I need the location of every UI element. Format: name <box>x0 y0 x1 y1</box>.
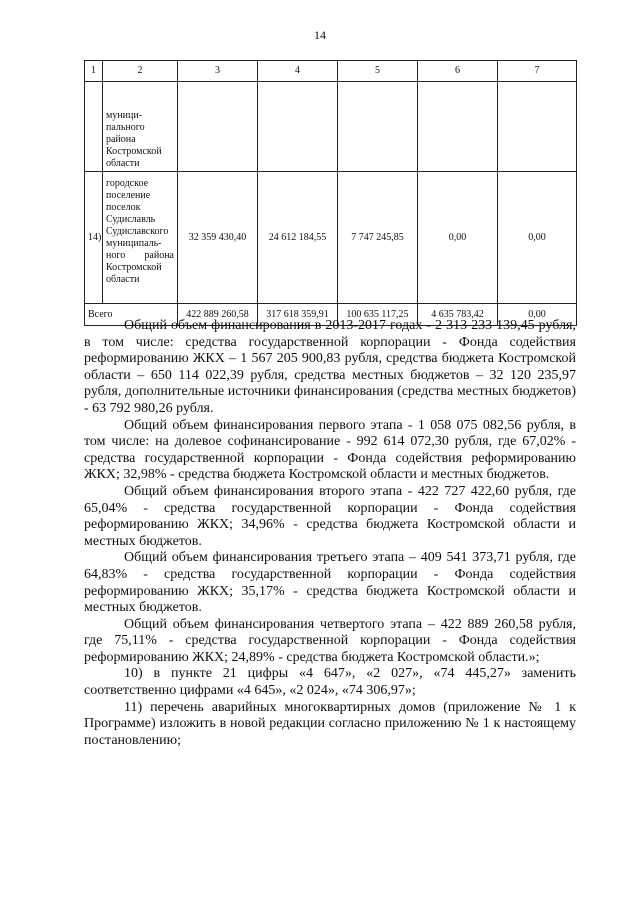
value-cell <box>258 82 338 172</box>
name-line: поселение <box>106 190 151 201</box>
name-line: Судиславль <box>106 214 156 225</box>
name-line: области <box>106 158 140 169</box>
name-line: Судиславского <box>106 226 169 237</box>
value-cell: 24 612 184,55 <box>258 172 338 304</box>
paragraph-stage-2: Общий объем финансирования второго этапа - 422 727 422,60 рубля, где 65,04% - средства государственной корпорации - Фонда содействия реформированию ЖКХ; 34,96% - средства бюджета Костромской области и местных бюджетов. <box>84 483 576 549</box>
name-line: муниципаль- <box>106 238 162 249</box>
total-value-cell: 4 635 783,42 <box>418 304 498 326</box>
name-line: муници- <box>106 110 143 121</box>
table-header-row <box>85 61 577 82</box>
name-line: области <box>106 274 140 285</box>
municipality-name-cell <box>103 172 178 304</box>
value-cell: 7 747 245,85 <box>338 172 418 304</box>
column-header: 5 <box>338 61 418 82</box>
row-index-cell: 14) <box>85 172 103 304</box>
value-cell: 0,00 <box>498 172 577 304</box>
name-line: ного района <box>106 250 174 261</box>
total-value-cell: 100 635 117,25 <box>338 304 418 326</box>
name-line: пального <box>106 122 145 133</box>
value-cell: 0,00 <box>418 172 498 304</box>
value-cell <box>418 82 498 172</box>
page-number: 14 <box>314 28 326 42</box>
total-value-cell: 317 618 359,91 <box>258 304 338 326</box>
table-row <box>85 172 577 304</box>
name-line: района <box>106 134 136 145</box>
value-cell <box>178 82 258 172</box>
total-value-cell: 0,00 <box>498 304 577 326</box>
table-row <box>85 82 577 172</box>
paragraph-item-11: 11) перечень аварийных многоквартирных домов (приложение № 1 к Программе) изложить в новой редакции согласно приложению № 1 к настоящему постановлению; <box>84 699 576 748</box>
paragraph-stage-3: Общий объем финансирования третьего этапа – 409 541 373,71 рубля, где 64,83% - средства государственной корпорации - Фонда содействия реформированию ЖКХ; 35,17% - средства бюджета Костромской области и местных бюджетов. <box>84 550 576 616</box>
value-cell <box>498 82 577 172</box>
municipality-name-cell <box>103 82 178 172</box>
total-value-cell: 422 889 260,58 <box>178 304 258 326</box>
column-header: 7 <box>498 61 577 82</box>
body-text <box>84 318 576 749</box>
row-index-cell <box>85 82 103 172</box>
paragraph-stage-1: Общий объем финансирования первого этапа - 1 058 075 082,56 рубля, в том числе: на долевое софинансирование - 992 614 072,30 рубля, где 67,02% - средства государственной корпорации - Фонда содействия реформированию ЖКХ; 32,98% - средства бюджета Костромской области и местных бюджетов. <box>84 417 576 483</box>
paragraph-total-financing: Общий объем финансирования в 2013-2017 годах - 2 313 233 139,45 рубля, в том числе: средства государственной корпорации - Фонда содействия реформированию ЖКХ – 1 567 205 900,83 рубля, средства бюджета Костромской области – 650 114 022,39 рубля, средства местных бюджетов – 32 120 235,97 рубля, дополнительные источники финансирования (средства местных бюджетов) - 63 792 980,26 рубля. <box>84 318 576 416</box>
value-cell: 32 359 430,40 <box>178 172 258 304</box>
name-line: Костромской <box>106 146 162 157</box>
name-line: Костромской <box>106 262 162 273</box>
column-header: 1 <box>85 61 103 82</box>
financing-table <box>84 60 577 326</box>
total-label-cell: Всего <box>85 304 178 326</box>
column-header: 4 <box>258 61 338 82</box>
value-cell <box>338 82 418 172</box>
name-line: городское <box>106 178 149 189</box>
column-header: 2 <box>103 61 178 82</box>
paragraph-item-10: 10) в пункте 21 цифры «4 647», «2 027», «74 445,27» заменить соответственно цифрами «4 645», «2 024», «74 306,97»; <box>84 666 576 699</box>
column-header: 6 <box>418 61 498 82</box>
paragraph-stage-4: Общий объем финансирования четвертого этапа – 422 889 260,58 рубля, где 75,11% - средства государственной корпорации - Фонда содействия реформированию ЖКХ; 24,89% - средства бюджета Костромской области.»; <box>84 616 576 665</box>
column-header: 3 <box>178 61 258 82</box>
name-line: поселок <box>106 202 141 213</box>
